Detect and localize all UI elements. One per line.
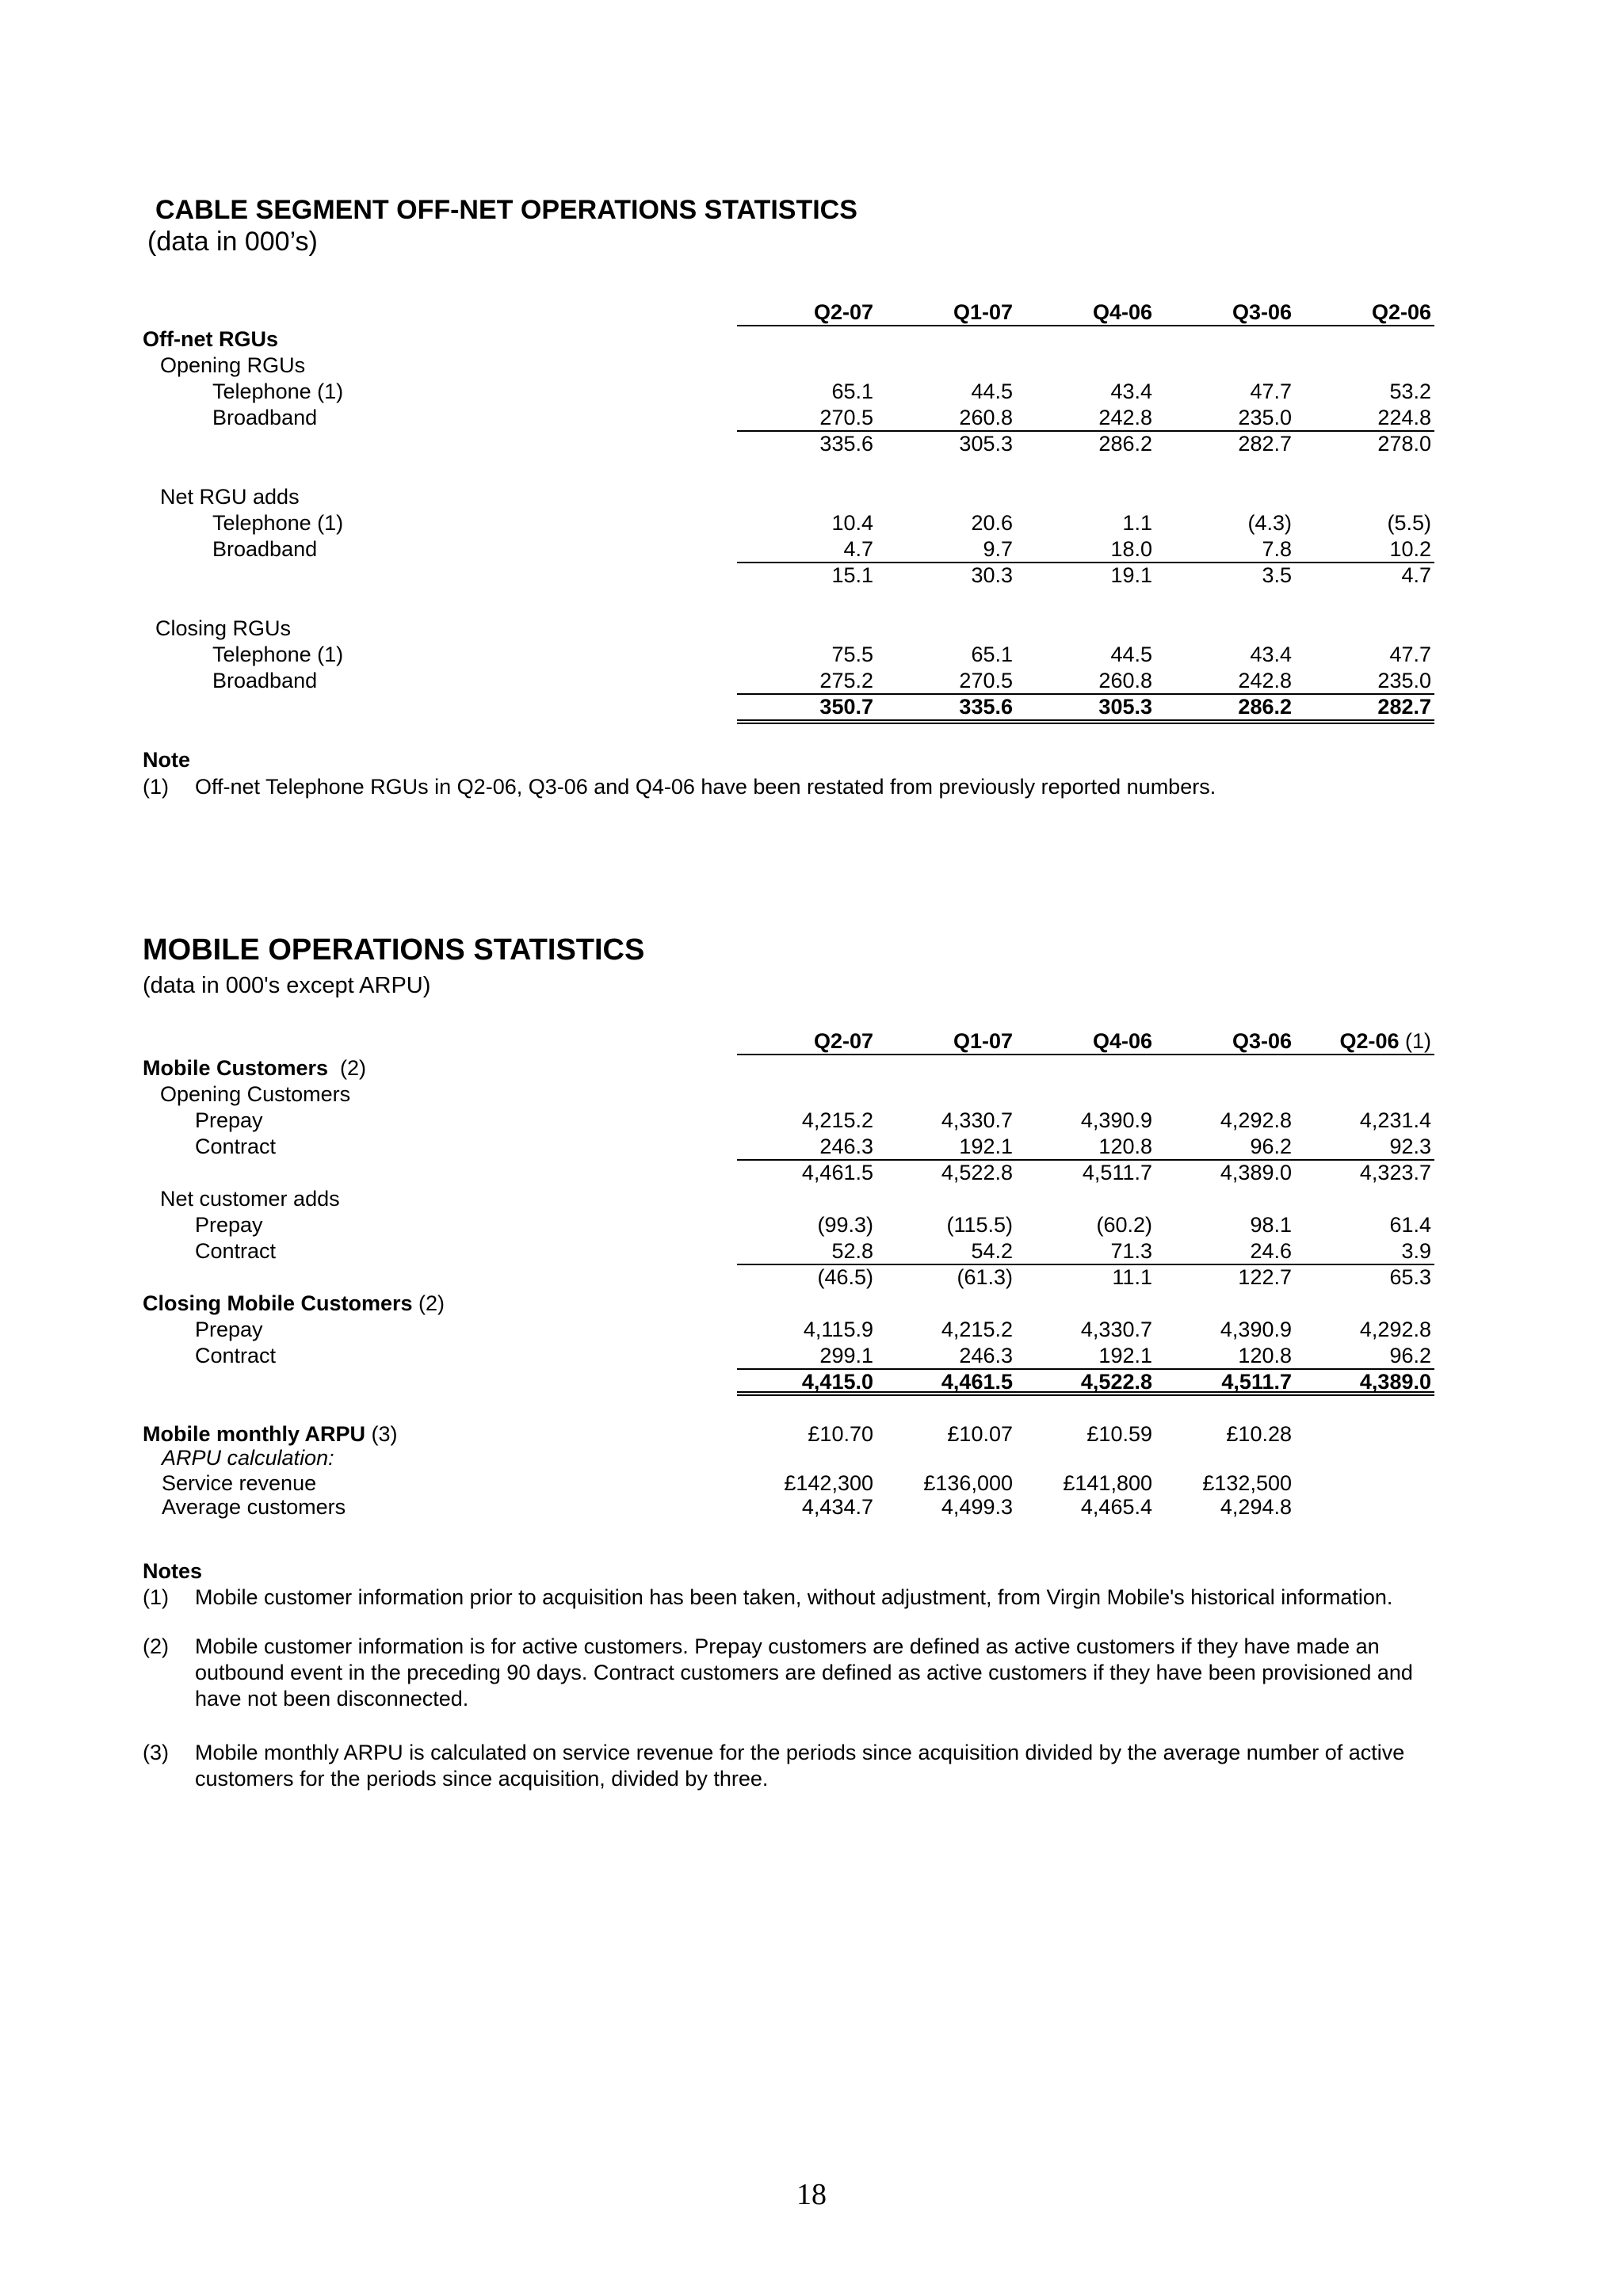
col-header: Q2-07 <box>813 1029 873 1053</box>
cell: 96.2 <box>1389 1344 1431 1367</box>
cell: 4,292.8 <box>1359 1318 1431 1341</box>
row-label: Contract <box>195 1239 277 1263</box>
cell: 9.7 <box>983 537 1013 561</box>
table-row <box>0 1494 1623 1520</box>
cell: 44.5 <box>1110 643 1152 666</box>
row-label: Prepay <box>195 1108 263 1132</box>
notes-heading: Notes <box>143 1559 203 1583</box>
cell: 282.7 <box>1238 432 1292 456</box>
cell: 20.6 <box>971 511 1013 535</box>
note-number: (2) <box>143 1634 169 1658</box>
table-row-grand-total <box>0 694 1623 720</box>
cell: 235.0 <box>1377 669 1431 692</box>
cell: 19.1 <box>1110 563 1152 587</box>
cell: £10.28 <box>1226 1422 1292 1446</box>
cell: 92.3 <box>1389 1135 1431 1158</box>
row-label: Average customers <box>162 1495 346 1519</box>
cell: 235.0 <box>1238 406 1292 429</box>
cell: 299.1 <box>819 1344 873 1367</box>
row-label: Contract <box>195 1344 277 1367</box>
cell: 4,292.8 <box>1220 1108 1292 1132</box>
grand-total-rule <box>737 1391 1434 1396</box>
cell: 44.5 <box>971 379 1013 403</box>
cell: 4,522.8 <box>1080 1370 1152 1394</box>
cell: 7.8 <box>1262 537 1292 561</box>
cell: 120.8 <box>1098 1135 1152 1158</box>
table-row <box>0 1212 1623 1238</box>
table-row-total <box>0 431 1623 457</box>
cell: 18.0 <box>1110 537 1152 561</box>
cell: 15.1 <box>831 563 873 587</box>
table-row <box>0 1134 1623 1160</box>
col-header-with-note <box>1273 1028 1431 1055</box>
cell: 4,415.0 <box>801 1370 873 1394</box>
section-label: Off-net RGUs <box>143 327 278 351</box>
cell: 3.9 <box>1401 1239 1431 1263</box>
cell: £142,300 <box>784 1471 873 1495</box>
cell: 24.6 <box>1250 1239 1292 1263</box>
cell: 4,434.7 <box>801 1495 873 1519</box>
table-row <box>0 668 1623 694</box>
cell: 246.3 <box>959 1344 1013 1367</box>
note-text: Mobile customer information prior to acquisition has been taken, without adjustment, from Virgin Mobile's historical information. <box>195 1585 1393 1609</box>
group-label-row <box>0 484 1623 510</box>
cell: (60.2) <box>1096 1213 1152 1237</box>
row-label: Broadband <box>212 537 318 561</box>
cell: 4,390.9 <box>1080 1108 1152 1132</box>
cell: 4,215.2 <box>801 1108 873 1132</box>
cell: 120.8 <box>1238 1344 1292 1367</box>
cell: 4,522.8 <box>941 1161 1013 1184</box>
cell: 270.5 <box>819 406 873 429</box>
cell: £10.59 <box>1086 1422 1152 1446</box>
cell: 10.2 <box>1389 537 1431 561</box>
cell: (46.5) <box>817 1265 873 1289</box>
cell: 4,511.7 <box>1221 1370 1292 1394</box>
cell: 260.8 <box>1098 669 1152 692</box>
cell: 4,511.7 <box>1082 1161 1152 1184</box>
cell: 4,389.0 <box>1359 1370 1431 1394</box>
cell: 122.7 <box>1238 1265 1292 1289</box>
row-label: Service revenue <box>162 1471 317 1495</box>
cable-header-row <box>0 299 1623 326</box>
table-row <box>0 1470 1623 1497</box>
closing-label-note: (2) <box>412 1291 445 1315</box>
page-number: 18 <box>796 2178 827 2211</box>
cell: 4,461.5 <box>941 1370 1013 1394</box>
row-label: Broadband <box>212 669 318 692</box>
row-label: Prepay <box>195 1213 263 1237</box>
cell: 47.7 <box>1389 643 1431 666</box>
cell: 4,465.4 <box>1080 1495 1152 1519</box>
cell: 4,330.7 <box>941 1108 1013 1132</box>
section-label-row <box>0 1291 1623 1317</box>
cell: 1.1 <box>1122 511 1152 535</box>
cell: 270.5 <box>959 669 1013 692</box>
note-text: Off-net Telephone RGUs in Q2-06, Q3-06 and Q4-06 have been restated from previously reported numbers. <box>195 775 1216 799</box>
cell: 4,215.2 <box>941 1318 1013 1341</box>
col-header-note: (1) <box>1399 1029 1431 1053</box>
note-number: (1) <box>143 775 169 799</box>
note-text: Mobile customer information is for active customers. Prepay customers are defined as active customers if they have made an outbound event in the preceding 90 days. Contract customers are defined as active customers if they have been provisioned and have not been disconnected. <box>195 1634 1413 1711</box>
cell: 71.3 <box>1110 1239 1152 1263</box>
group-label-row <box>0 616 1623 642</box>
cell: 4.7 <box>843 537 873 561</box>
cell: 242.8 <box>1098 406 1152 429</box>
table-row <box>0 1238 1623 1264</box>
cell: 4,115.9 <box>803 1318 873 1341</box>
row-label: Contract <box>195 1135 277 1158</box>
cell: 96.2 <box>1250 1135 1292 1158</box>
group-label-row <box>0 353 1623 379</box>
cell: 3.5 <box>1262 563 1292 587</box>
cell: 4,231.4 <box>1359 1108 1431 1132</box>
cell: £10.70 <box>808 1422 873 1446</box>
row-label: Broadband <box>212 406 318 429</box>
cell: 275.2 <box>819 669 873 692</box>
table-row-total <box>0 1264 1623 1291</box>
cell: 335.6 <box>819 432 873 456</box>
cell: £141,800 <box>1063 1471 1152 1495</box>
arpu-label-note: (3) <box>365 1422 398 1446</box>
col-header: Q4-06 <box>1092 1029 1152 1053</box>
cell: 4,389.0 <box>1220 1161 1292 1184</box>
cell: 65.1 <box>971 643 1013 666</box>
cell: 4,294.8 <box>1220 1495 1292 1519</box>
arpu-label-group <box>143 1421 398 1447</box>
cell: (4.3) <box>1247 511 1292 535</box>
cell: 224.8 <box>1377 406 1431 429</box>
cell: 192.1 <box>1098 1344 1152 1367</box>
cell: 4,499.3 <box>941 1495 1013 1519</box>
col-header: Q1-07 <box>953 300 1013 324</box>
col-header: Q3-06 <box>1232 300 1292 324</box>
arpu-row <box>0 1421 1623 1447</box>
table-row <box>0 510 1623 536</box>
row-label: Telephone (1) <box>212 511 344 535</box>
table-row-total <box>0 1160 1623 1186</box>
table-row-total <box>0 563 1623 589</box>
cell: 305.3 <box>1098 695 1152 719</box>
cell: 242.8 <box>1238 669 1292 692</box>
cell: 350.7 <box>819 695 873 719</box>
table-row <box>0 379 1623 405</box>
cell: 335.6 <box>959 695 1013 719</box>
cable-subtitle: (data in 000’s) <box>147 227 318 257</box>
cell: 53.2 <box>1389 379 1431 403</box>
table-row <box>0 536 1623 563</box>
table-row <box>0 1108 1623 1134</box>
cell: 43.4 <box>1250 643 1292 666</box>
cell: 61.4 <box>1389 1213 1431 1237</box>
cell: 98.1 <box>1250 1213 1292 1237</box>
section-label-row <box>0 326 1623 353</box>
arpu-calc-label: ARPU calculation: <box>162 1446 334 1470</box>
cell: 286.2 <box>1098 432 1152 456</box>
cell: 10.4 <box>831 511 873 535</box>
mobile-subtitle: (data in 000's except ARPU) <box>143 973 431 998</box>
table-row <box>0 405 1623 431</box>
cell: 4,461.5 <box>801 1161 873 1184</box>
cell: 305.3 <box>959 432 1013 456</box>
cell: (61.3) <box>957 1265 1013 1289</box>
net-label: Net RGU adds <box>160 485 300 509</box>
arpu-calc-row <box>0 1445 1623 1471</box>
cell: £136,000 <box>923 1471 1013 1495</box>
cell: 282.7 <box>1377 695 1431 719</box>
col-header: Q3-06 <box>1232 1029 1292 1053</box>
opening-label: Opening RGUs <box>160 353 306 377</box>
cell: 65.1 <box>831 379 873 403</box>
arpu-label: Mobile monthly ARPU <box>143 1422 365 1446</box>
cell: (99.3) <box>817 1213 873 1237</box>
cell: 4.7 <box>1401 563 1431 587</box>
table-row <box>0 1317 1623 1343</box>
net-label: Net customer adds <box>160 1187 340 1211</box>
mobile-header-row <box>0 1028 1623 1055</box>
cell: 260.8 <box>959 406 1013 429</box>
cell: 47.7 <box>1250 379 1292 403</box>
group-label-row <box>0 1081 1623 1108</box>
cell: £132,500 <box>1202 1471 1292 1495</box>
cell: 65.3 <box>1389 1265 1431 1289</box>
table-row <box>0 642 1623 668</box>
cell: 75.5 <box>831 643 873 666</box>
note-number: (3) <box>143 1741 169 1764</box>
cell: 52.8 <box>831 1239 873 1263</box>
col-header: Q4-06 <box>1092 300 1152 324</box>
cell: £10.07 <box>947 1422 1013 1446</box>
closing-label-group <box>143 1291 445 1317</box>
cell: 54.2 <box>971 1239 1013 1263</box>
cell: 286.2 <box>1238 695 1292 719</box>
section-label-group <box>143 1055 366 1081</box>
mobile-title: MOBILE OPERATIONS STATISTICS <box>143 933 645 967</box>
cell: 192.1 <box>959 1135 1013 1158</box>
cell: 4,323.7 <box>1359 1161 1431 1184</box>
cell: 246.3 <box>819 1135 873 1158</box>
closing-label: Closing Mobile Customers <box>143 1291 413 1315</box>
col-header: Q2-07 <box>813 300 873 324</box>
table-row <box>0 1343 1623 1369</box>
cell: 11.1 <box>1112 1265 1152 1289</box>
cable-title: CABLE SEGMENT OFF-NET OPERATIONS STATISTICS <box>155 195 857 225</box>
cell: 278.0 <box>1377 432 1431 456</box>
section-label-note: (2) <box>328 1056 367 1080</box>
cell: 4,330.7 <box>1080 1318 1152 1341</box>
group-label-row <box>0 1186 1623 1212</box>
section-label-row <box>0 1055 1623 1081</box>
section-label: Mobile Customers <box>143 1056 329 1080</box>
cell: (115.5) <box>946 1213 1013 1237</box>
cell: 30.3 <box>971 563 1013 587</box>
cell: (5.5) <box>1387 511 1431 535</box>
row-label: Telephone (1) <box>212 379 344 403</box>
col-header: Q1-07 <box>953 1029 1013 1053</box>
note-text: Mobile monthly ARPU is calculated on service revenue for the periods since acquisition divided by the average number of active customers for the periods since acquisition, divided by three. <box>195 1741 1405 1791</box>
col-header: Q2-06 <box>1339 1029 1400 1053</box>
grand-total-rule <box>737 719 1434 724</box>
row-label: Telephone (1) <box>212 643 344 666</box>
col-header: Q2-06 <box>1371 300 1431 324</box>
note-heading: Note <box>143 748 190 772</box>
closing-label: Closing RGUs <box>155 616 292 640</box>
cell: 4,390.9 <box>1220 1318 1292 1341</box>
row-label: Prepay <box>195 1318 263 1341</box>
cell: 43.4 <box>1110 379 1152 403</box>
note-number: (1) <box>143 1585 169 1609</box>
opening-label: Opening Customers <box>160 1082 351 1106</box>
